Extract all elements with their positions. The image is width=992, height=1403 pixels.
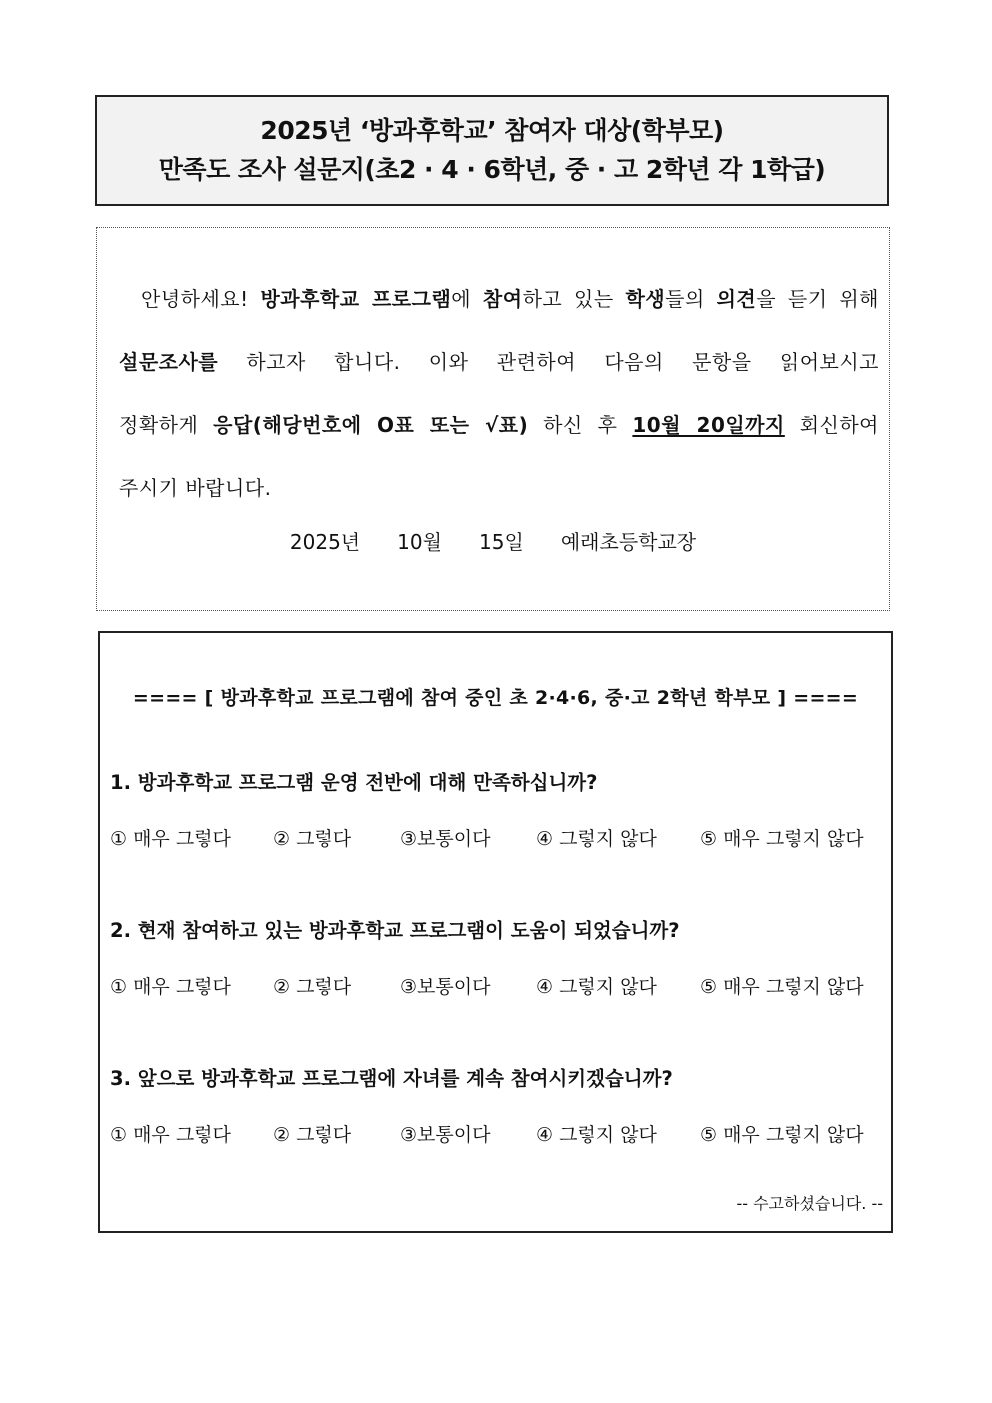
option-very-disagree[interactable]: ⑤ 매우 그렇지 않다: [700, 976, 864, 998]
intro-line-2: [119, 331, 879, 394]
intro-text-segment: 하신 후: [528, 413, 633, 437]
intro-line-4: 주시기 바랍니다.: [119, 476, 272, 500]
intro-text-segment: 을 듣기 위해: [756, 287, 879, 311]
option-disagree[interactable]: ④ 그렇지 않다: [536, 976, 657, 998]
intro-program: 방과후학교 프로그램: [260, 287, 452, 311]
intro-deadline: 10월 20일까지: [632, 413, 785, 437]
option-very-agree[interactable]: ① 매우 그렇다: [110, 976, 231, 998]
option-neutral[interactable]: ③보통이다: [400, 828, 491, 850]
intro-text-segment: 하고 있는: [522, 287, 626, 311]
closing-message: -- 수고하셨습니다. --: [736, 1194, 883, 1213]
question-2-options: [110, 972, 877, 998]
intro-survey: 설문조사를: [119, 350, 219, 374]
question-1-options: [110, 824, 877, 850]
question-1: 1. 방과후학교 프로그램 운영 전반에 대해 만족하십니까?: [110, 771, 598, 794]
option-very-disagree[interactable]: ⑤ 매우 그렇지 않다: [700, 828, 864, 850]
question-3: 3. 앞으로 방과후학교 프로그램에 자녀를 계속 참여시키겠습니까?: [110, 1067, 673, 1090]
title-line-1: 2025년 ‘방과후학교’ 참여자 대상(학부모): [260, 115, 724, 145]
survey-box: [98, 631, 893, 1233]
option-very-agree[interactable]: ① 매우 그렇다: [110, 1124, 231, 1146]
survey-header: ==== [ 방과후학교 프로그램에 참여 중인 초 2·4·6, 중·고 2학년 학부모 ] ====: [132, 687, 859, 709]
option-disagree[interactable]: ④ 그렇지 않다: [536, 828, 657, 850]
option-disagree[interactable]: ④ 그렇지 않다: [536, 1124, 657, 1146]
intro-response-method: 응답(해당번호에 O표 또는 √표): [213, 413, 529, 437]
intro-participate: 참여: [482, 287, 523, 311]
intro-students: 학생: [625, 287, 666, 311]
intro-text-segment: 회신하여: [784, 413, 879, 437]
option-neutral[interactable]: ③보통이다: [400, 1124, 491, 1146]
intro-text: [119, 268, 879, 520]
intro-text-segment: 에: [451, 287, 483, 311]
option-very-agree[interactable]: ① 매우 그렇다: [110, 828, 231, 850]
title-line-2: 만족도 조사 설문지(초2 · 4 · 6학년, 중 · 고 2학년 각 1학급): [158, 154, 826, 184]
option-agree[interactable]: ② 그렇다: [273, 828, 352, 850]
intro-box: [96, 227, 890, 611]
intro-opinion: 의견: [716, 287, 757, 311]
intro-text-segment: 하고자 합니다. 이와 관련하여 다음의 문항을 읽어보시고: [218, 350, 879, 374]
intro-line-3: [119, 394, 879, 457]
title-box: [95, 95, 889, 206]
intro-line-1: [119, 268, 879, 331]
question-2: 2. 현재 참여하고 있는 방과후학교 프로그램이 도움이 되었습니까?: [110, 919, 680, 942]
intro-greeting: 안녕하세요!: [141, 287, 261, 311]
option-very-disagree[interactable]: ⑤ 매우 그렇지 않다: [700, 1124, 864, 1146]
intro-text-segment: 들의: [665, 287, 717, 311]
option-agree[interactable]: ② 그렇다: [273, 976, 352, 998]
intro-text-segment: 정확하게: [119, 413, 214, 437]
option-neutral[interactable]: ③보통이다: [400, 976, 491, 998]
question-3-options: [110, 1120, 877, 1146]
issue-date: 2025년 10월 15일 예래초등학교장: [289, 530, 697, 554]
option-agree[interactable]: ② 그렇다: [273, 1124, 352, 1146]
